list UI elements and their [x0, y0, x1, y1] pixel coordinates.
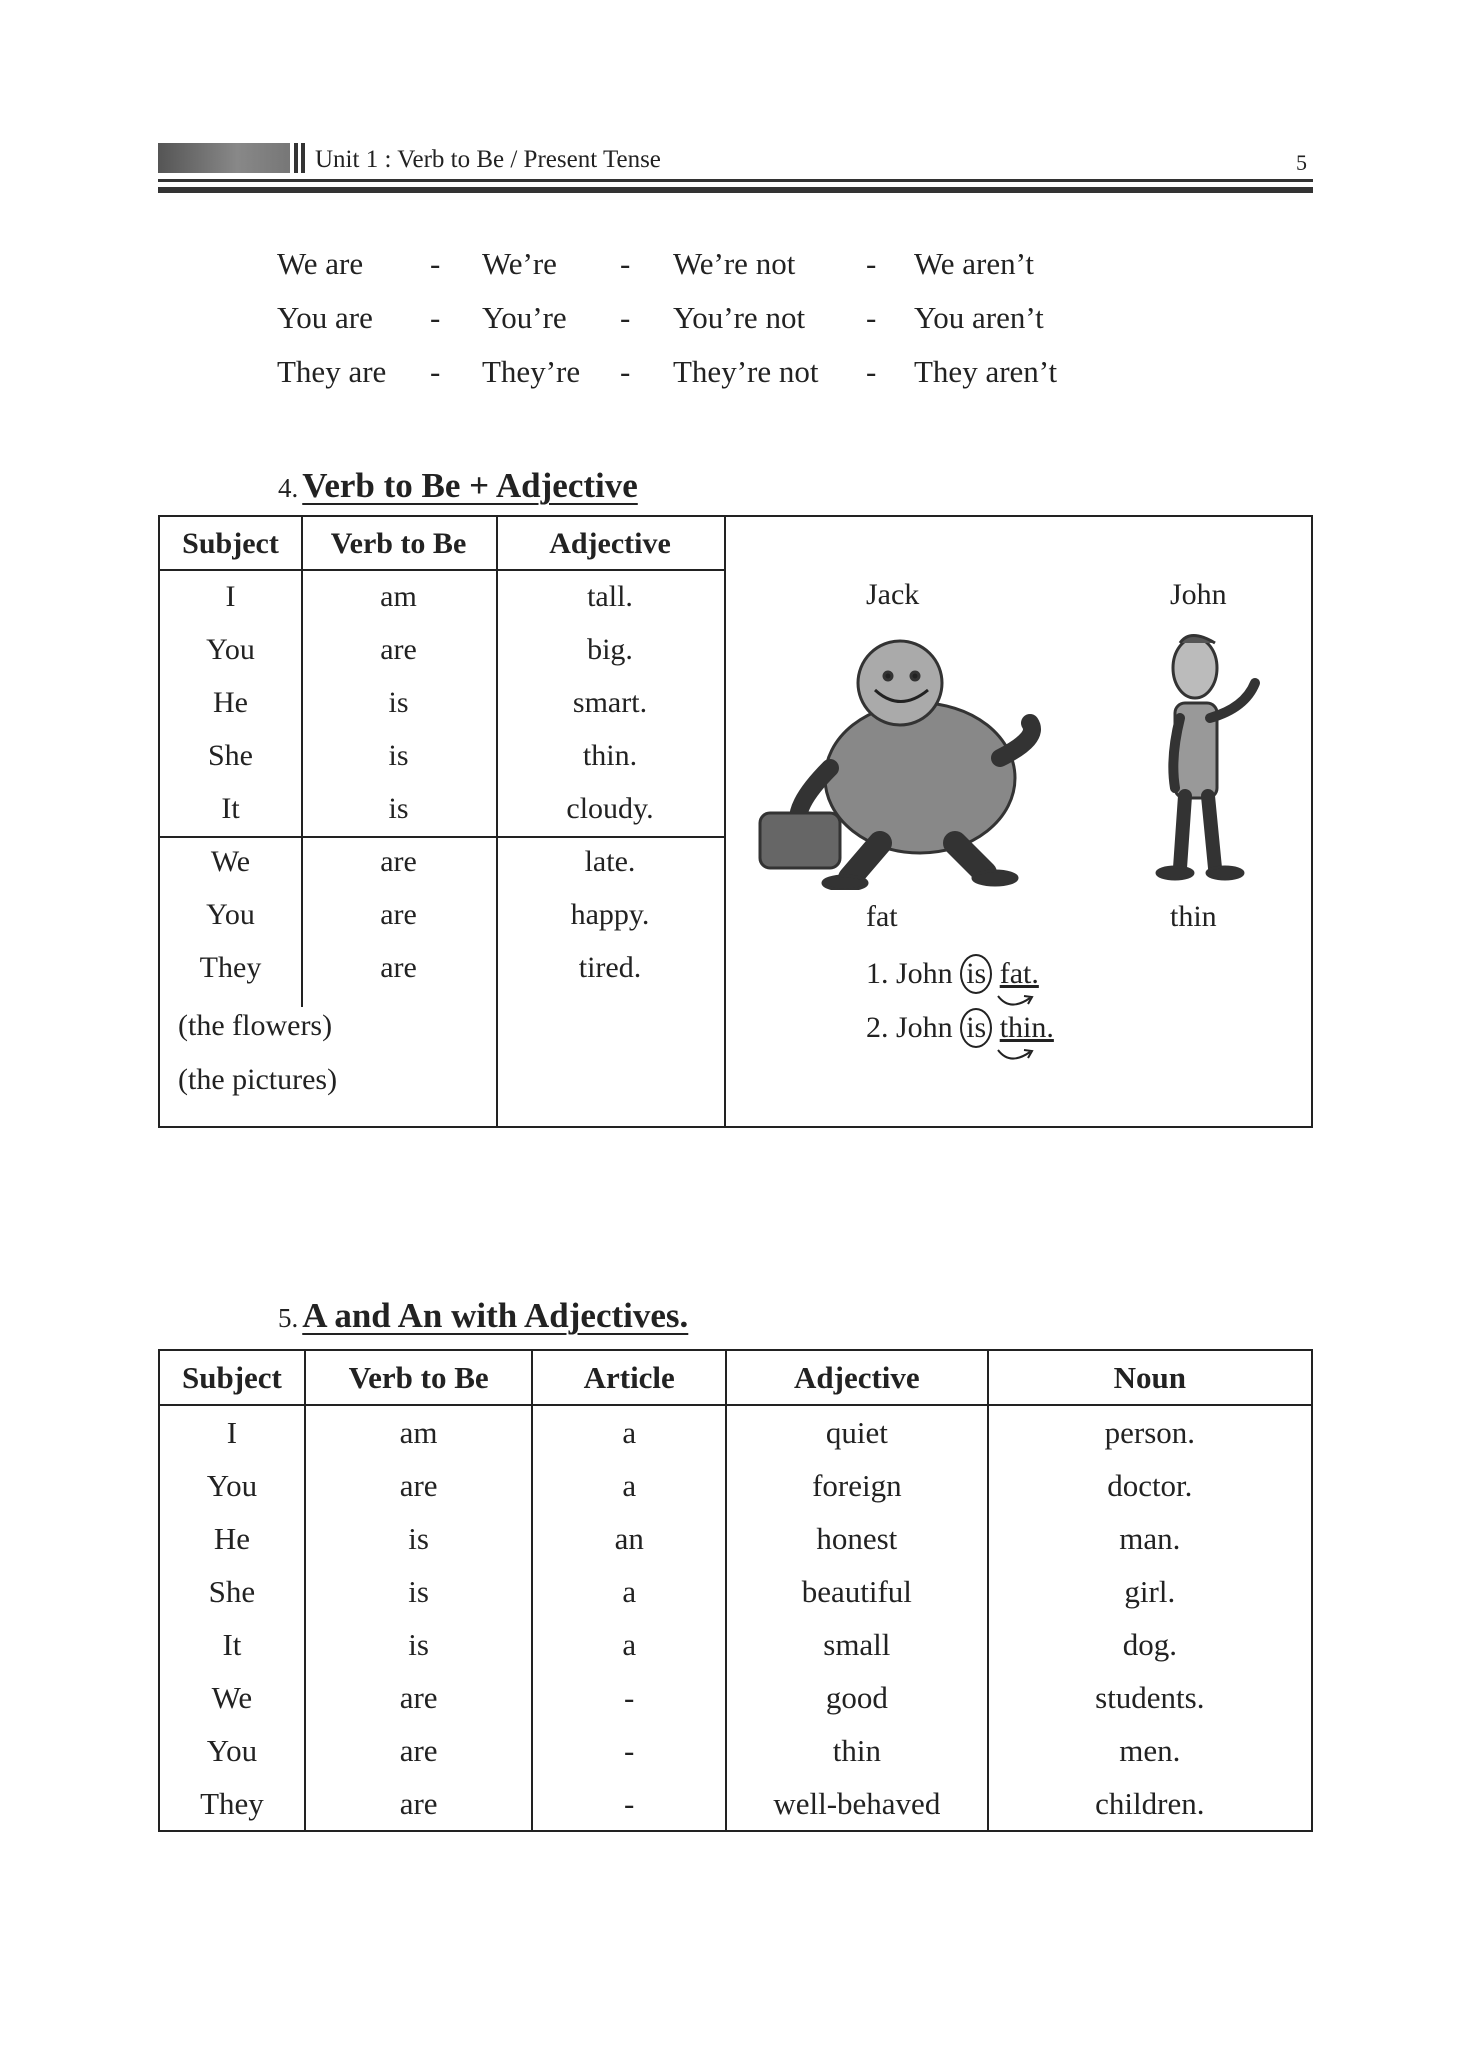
cell-verb: is — [388, 686, 409, 719]
article-adjective-table — [158, 1349, 1313, 1832]
header-rule — [158, 179, 1313, 182]
circled-verb: is — [960, 954, 992, 994]
table-row — [160, 676, 724, 729]
column-header: Verb to Be — [305, 1350, 533, 1405]
circled-verb: is — [960, 1008, 992, 1048]
cell-subject: She — [159, 1565, 305, 1618]
header-title: Unit 1 : Verb to Be / Present Tense — [315, 146, 661, 173]
table-row — [159, 1671, 1312, 1724]
cell-adjective: cloudy. — [566, 792, 654, 825]
example-subject: John — [896, 1011, 953, 1044]
dash: - — [866, 300, 877, 335]
cell-article: an — [532, 1512, 726, 1565]
cell-subject: You — [206, 633, 255, 666]
cell-subject: You — [159, 1724, 305, 1777]
table-header-row — [160, 517, 724, 570]
cell-noun: man. — [1119, 1521, 1181, 1556]
cell-subject: It — [159, 1618, 305, 1671]
cell-subject: He — [159, 1512, 305, 1565]
table-row — [160, 623, 724, 676]
example-number: 1. — [866, 957, 889, 990]
example-adjective: thin. — [999, 1011, 1054, 1044]
cell-article: a — [532, 1565, 726, 1618]
cell-adjective: well-behaved — [726, 1777, 988, 1831]
subject-note: (the pictures) — [178, 1063, 338, 1096]
dash: - — [430, 354, 441, 389]
cell-verb: are — [380, 845, 417, 878]
table-row — [159, 1777, 1312, 1831]
header-rule-thick — [158, 187, 1313, 193]
cell-noun: dog. — [1122, 1627, 1177, 1662]
cell-adjective: quiet — [726, 1405, 988, 1459]
dash: - — [866, 246, 877, 281]
cell-subject: I — [159, 1405, 305, 1459]
divider — [724, 515, 726, 1128]
cell-verb: is — [388, 739, 409, 772]
table-header-row — [159, 1350, 1312, 1405]
cell-verb: are — [305, 1459, 533, 1512]
table-row — [159, 1459, 1312, 1512]
cell-verb: is — [305, 1512, 533, 1565]
dash: - — [620, 300, 631, 335]
cell-verb: am — [380, 580, 417, 613]
verb-adjective-table — [160, 517, 724, 994]
contraction-full: You are — [277, 300, 373, 335]
cell-adjective: tired. — [578, 951, 642, 984]
header-tick — [301, 143, 305, 173]
cell-subject: She — [208, 739, 253, 772]
cell-adjective: thin. — [582, 739, 638, 772]
cell-verb: are — [380, 898, 417, 931]
cell-subject: You — [206, 898, 255, 931]
contraction-negative-alt: We aren’t — [914, 246, 1035, 281]
cell-noun: doctor. — [1107, 1468, 1193, 1503]
cell-verb: are — [380, 633, 417, 666]
cell-verb: are — [380, 951, 417, 984]
cell-subject: They — [159, 1777, 305, 1831]
cell-adjective: happy. — [570, 898, 650, 931]
section-4-heading — [278, 466, 638, 506]
contraction-short: We’re — [482, 246, 557, 281]
adjective-label-left: fat — [866, 900, 898, 933]
cell-verb: are — [305, 1724, 533, 1777]
dash: - — [620, 354, 631, 389]
adjective-label-right: thin — [1170, 900, 1217, 933]
column-header: Noun — [1113, 1360, 1186, 1395]
cell-noun: girl. — [1124, 1574, 1176, 1609]
contraction-negative: They’re not — [673, 354, 819, 389]
table-row — [160, 835, 724, 888]
cell-subject: He — [213, 686, 248, 719]
cell-subject: It — [221, 792, 240, 825]
cell-article: - — [532, 1777, 726, 1831]
cell-article: a — [532, 1618, 726, 1671]
example-adjective: fat. — [999, 957, 1039, 990]
cell-adjective: big. — [587, 633, 633, 666]
section-number: 4. — [278, 473, 299, 503]
contraction-negative-alt: They aren’t — [914, 354, 1058, 389]
cell-adjective: foreign — [726, 1459, 988, 1512]
cell-verb: are — [305, 1777, 533, 1831]
cell-subject: We — [159, 1671, 305, 1724]
cell-adjective: tall. — [587, 580, 633, 613]
contraction-short: You’re — [482, 300, 567, 335]
arrow-icon — [990, 990, 1050, 1070]
contraction-negative: You’re not — [673, 300, 806, 335]
cell-verb: is — [388, 792, 409, 825]
cartoon-illustration — [750, 628, 1290, 890]
example-subject: John — [896, 957, 953, 990]
thin-man-icon — [1157, 636, 1255, 880]
cell-article: a — [532, 1405, 726, 1459]
cell-noun: students. — [1095, 1680, 1205, 1715]
cell-adjective: beautiful — [726, 1565, 988, 1618]
cell-adjective: smart. — [572, 686, 648, 719]
cell-article: - — [532, 1724, 726, 1777]
cell-subject: You — [159, 1459, 305, 1512]
table-row — [160, 782, 724, 835]
page-number: 5 — [1296, 150, 1307, 175]
section-number: 5. — [278, 1303, 299, 1333]
cell-adjective: small — [726, 1618, 988, 1671]
table-row — [159, 1512, 1312, 1565]
column-header: Subject — [182, 527, 279, 560]
cell-adjective: honest — [726, 1512, 988, 1565]
header-decoration-bar — [158, 143, 290, 173]
cell-noun: children. — [1095, 1786, 1205, 1821]
cell-subject: We — [210, 845, 251, 878]
table-row — [159, 1405, 1312, 1459]
cell-verb: is — [305, 1618, 533, 1671]
table-row — [159, 1618, 1312, 1671]
column-header: Article — [532, 1350, 726, 1405]
cell-adjective: thin — [726, 1724, 988, 1777]
fat-man-icon — [760, 641, 1032, 890]
cell-verb: are — [305, 1671, 533, 1724]
contraction-full: We are — [277, 246, 364, 281]
table-row — [160, 888, 724, 941]
contraction-negative: We’re not — [673, 246, 796, 281]
cell-article: - — [532, 1671, 726, 1724]
section-title: Verb to Be + Adjective — [302, 466, 638, 505]
table-row — [160, 729, 724, 782]
table-row — [159, 1724, 1312, 1777]
dash: - — [620, 246, 631, 281]
example-sentence — [866, 954, 1039, 994]
cell-verb: is — [305, 1565, 533, 1618]
cell-verb: am — [305, 1405, 533, 1459]
character-name-right: John — [1170, 578, 1227, 611]
cell-noun: person. — [1104, 1415, 1196, 1450]
dash: - — [430, 246, 441, 281]
contraction-negative-alt: You aren’t — [914, 300, 1044, 335]
contraction-full: They are — [277, 354, 387, 389]
dash: - — [866, 354, 877, 389]
section-5-heading — [278, 1296, 688, 1336]
subject-note: (the flowers) — [178, 1009, 333, 1042]
dash: - — [430, 300, 441, 335]
table-row — [159, 1565, 1312, 1618]
column-header: Verb to Be — [330, 527, 467, 560]
table-row — [160, 941, 724, 994]
column-header: Subject — [159, 1350, 305, 1405]
cell-subject: I — [225, 580, 236, 613]
cell-subject: They — [199, 951, 262, 984]
cell-adjective: late. — [584, 845, 636, 878]
example-number: 2. — [866, 1011, 889, 1044]
section-title: A and An with Adjectives. — [302, 1296, 689, 1335]
header-tick — [294, 143, 298, 173]
character-name-left: Jack — [866, 578, 920, 611]
cell-adjective: good — [726, 1671, 988, 1724]
contraction-short: They’re — [482, 354, 581, 389]
column-header: Adjective — [726, 1350, 988, 1405]
table-row — [160, 570, 724, 623]
cell-noun: men. — [1119, 1733, 1181, 1768]
cell-article: a — [532, 1459, 726, 1512]
column-header: Adjective — [549, 527, 671, 560]
